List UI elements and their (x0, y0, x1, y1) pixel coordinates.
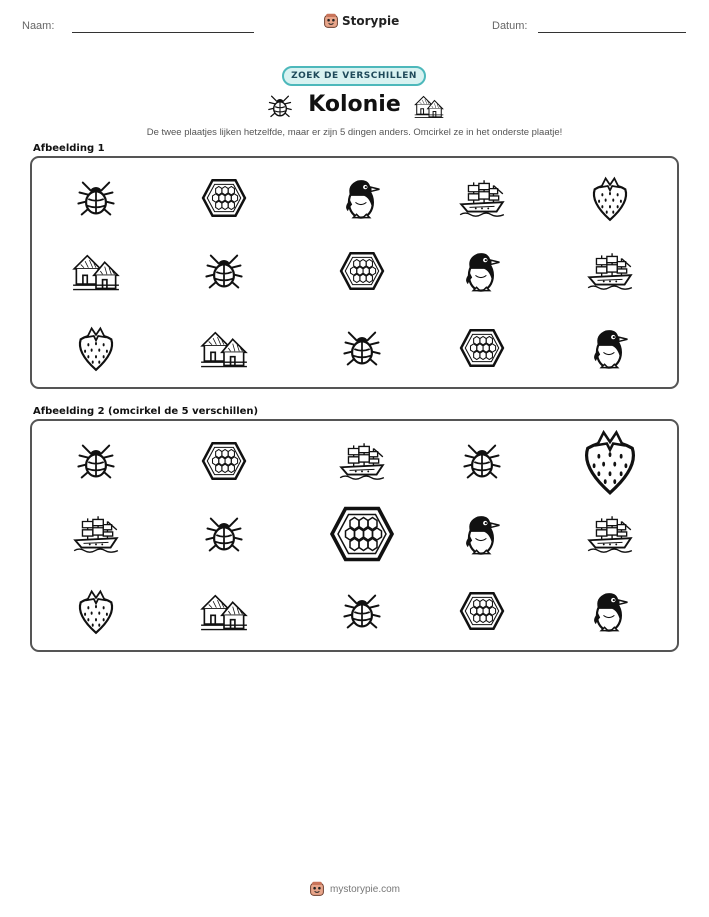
footer-logo-icon (309, 881, 325, 897)
brand-name: Storypie (342, 14, 400, 28)
picture1-honeycomb-icon (184, 158, 264, 238)
picture1-huts-icon (184, 308, 264, 388)
picture1-label: Afbeelding 1 (33, 143, 105, 154)
picture1-huts-icon (56, 231, 136, 311)
picture1-ship-icon (442, 158, 522, 238)
picture2-ship-icon[interactable] (570, 494, 650, 574)
picture1-strawberry-icon (56, 308, 136, 388)
picture1-penguin-icon (322, 158, 402, 238)
picture1-honeycomb-icon (442, 308, 522, 388)
picture1-penguin-icon (442, 231, 522, 311)
picture1-honeycomb-icon (322, 231, 402, 311)
picture1-ship-icon (570, 231, 650, 311)
picture2-honeycomb-large-icon[interactable] (322, 494, 402, 574)
picture1-beetle-icon (56, 158, 136, 238)
picture2-beetle-icon[interactable] (322, 571, 402, 651)
title-huts-icon (414, 92, 444, 124)
name-line[interactable] (72, 32, 254, 33)
picture2-penguin-icon[interactable] (442, 494, 522, 574)
page-title: Kolonie (308, 92, 401, 117)
picture2-huts-icon[interactable] (184, 571, 264, 651)
picture2-ship-icon[interactable] (56, 494, 136, 574)
picture1-penguin-icon (570, 308, 650, 388)
picture2-strawberry-large-icon[interactable] (570, 421, 650, 501)
instructions-text: De twee plaatjes lijken hetzelfde, maar er zijn 5 dingen anders. Omcirkel ze in het onderste plaatje! (146, 127, 563, 138)
date-label: Datum: (492, 20, 528, 32)
picture2-strawberry-icon[interactable] (56, 571, 136, 651)
picture1-beetle-icon (322, 308, 402, 388)
date-line[interactable] (538, 32, 686, 33)
picture2-beetle-icon[interactable] (442, 421, 522, 501)
footer (0, 881, 709, 897)
picture1-panel (30, 156, 679, 389)
picture2-honeycomb-icon[interactable] (184, 421, 264, 501)
footer-site[interactable]: mystorypie.com (329, 883, 400, 895)
name-label: Naam: (22, 20, 55, 32)
picture2-beetle-icon[interactable] (56, 421, 136, 501)
picture2-beetle-icon[interactable] (184, 494, 264, 574)
picture1-beetle-icon (184, 231, 264, 311)
picture2-label: Afbeelding 2 (omcirkel de 5 verschillen) (33, 406, 259, 417)
brand-logo (323, 13, 399, 29)
picture2-ship-icon[interactable] (322, 421, 402, 501)
storypie-logo-icon (323, 13, 339, 29)
picture2-honeycomb-icon[interactable] (442, 571, 522, 651)
picture2-panel[interactable] (30, 419, 679, 652)
picture2-penguin-icon[interactable] (570, 571, 650, 651)
activity-badge: ZOEK DE VERSCHILLEN (282, 66, 426, 86)
picture1-strawberry-icon (570, 158, 650, 238)
